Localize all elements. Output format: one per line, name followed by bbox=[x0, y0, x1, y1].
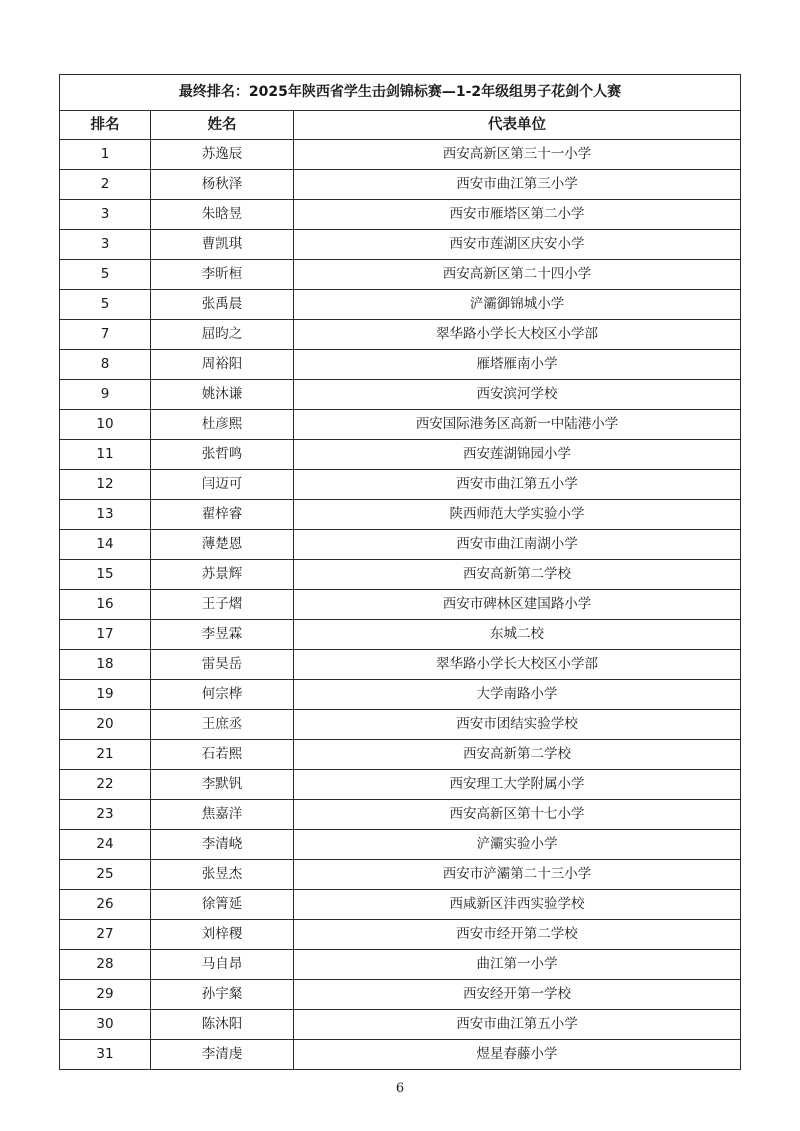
cell-name: 李默钒 bbox=[151, 770, 294, 800]
cell-name: 焦嘉洋 bbox=[151, 800, 294, 830]
cell-unit: 西安高新第二学校 bbox=[294, 740, 741, 770]
cell-name: 张禹晨 bbox=[151, 290, 294, 320]
cell-unit: 西安高新第二学校 bbox=[294, 560, 741, 590]
cell-name: 李昱霖 bbox=[151, 620, 294, 650]
cell-rank: 8 bbox=[60, 350, 151, 380]
cell-unit: 西安国际港务区高新一中陆港小学 bbox=[294, 410, 741, 440]
header-row bbox=[60, 111, 741, 140]
cell-name: 何宗桦 bbox=[151, 680, 294, 710]
column-header-rank: 排名 bbox=[60, 111, 151, 140]
table-title: 最终排名：2025年陕西省学生击剑锦标赛—1-2年级组男子花剑个人赛 bbox=[60, 75, 741, 111]
cell-name: 张哲鸣 bbox=[151, 440, 294, 470]
cell-unit: 雁塔雁南小学 bbox=[294, 350, 741, 380]
cell-unit: 西安市莲湖区庆安小学 bbox=[294, 230, 741, 260]
cell-rank: 26 bbox=[60, 890, 151, 920]
cell-name: 闫迈可 bbox=[151, 470, 294, 500]
cell-unit: 西安高新区第十七小学 bbox=[294, 800, 741, 830]
cell-name: 屈昀之 bbox=[151, 320, 294, 350]
cell-name: 李昕桓 bbox=[151, 260, 294, 290]
cell-unit: 西咸新区沣西实验学校 bbox=[294, 890, 741, 920]
table-row bbox=[60, 500, 741, 530]
cell-unit: 西安市经开第二学校 bbox=[294, 920, 741, 950]
table-row bbox=[60, 980, 741, 1010]
cell-name: 杜彦熙 bbox=[151, 410, 294, 440]
page-number: 6 bbox=[395, 1081, 405, 1096]
cell-unit: 西安滨河学校 bbox=[294, 380, 741, 410]
cell-name: 曹凯琪 bbox=[151, 230, 294, 260]
cell-name: 王庶丞 bbox=[151, 710, 294, 740]
table-row bbox=[60, 740, 741, 770]
table-row bbox=[60, 1010, 741, 1040]
table-row bbox=[60, 380, 741, 410]
cell-name: 李清虔 bbox=[151, 1040, 294, 1070]
cell-rank: 23 bbox=[60, 800, 151, 830]
table-row bbox=[60, 860, 741, 890]
cell-rank: 5 bbox=[60, 260, 151, 290]
table-row bbox=[60, 530, 741, 560]
table-body bbox=[60, 140, 741, 1070]
cell-name: 王子熠 bbox=[151, 590, 294, 620]
table-row bbox=[60, 680, 741, 710]
cell-unit: 西安经开第一学校 bbox=[294, 980, 741, 1010]
cell-name: 雷昊岳 bbox=[151, 650, 294, 680]
table-row bbox=[60, 290, 741, 320]
table-row bbox=[60, 950, 741, 980]
cell-name: 苏逸辰 bbox=[151, 140, 294, 170]
table-row bbox=[60, 200, 741, 230]
cell-rank: 22 bbox=[60, 770, 151, 800]
title-row bbox=[60, 75, 741, 111]
cell-name: 杨秋泽 bbox=[151, 170, 294, 200]
table-row bbox=[60, 800, 741, 830]
cell-rank: 16 bbox=[60, 590, 151, 620]
column-header-name: 姓名 bbox=[151, 111, 294, 140]
cell-rank: 5 bbox=[60, 290, 151, 320]
table-row bbox=[60, 320, 741, 350]
cell-name: 苏景辉 bbox=[151, 560, 294, 590]
cell-rank: 18 bbox=[60, 650, 151, 680]
cell-unit: 翠华路小学长大校区小学部 bbox=[294, 320, 741, 350]
cell-rank: 3 bbox=[60, 200, 151, 230]
cell-rank: 3 bbox=[60, 230, 151, 260]
cell-rank: 10 bbox=[60, 410, 151, 440]
cell-rank: 7 bbox=[60, 320, 151, 350]
cell-unit: 西安市曲江南湖小学 bbox=[294, 530, 741, 560]
cell-rank: 24 bbox=[60, 830, 151, 860]
cell-rank: 13 bbox=[60, 500, 151, 530]
table-row bbox=[60, 710, 741, 740]
cell-name: 徐箐延 bbox=[151, 890, 294, 920]
cell-rank: 9 bbox=[60, 380, 151, 410]
table-row bbox=[60, 140, 741, 170]
cell-name: 薄楚恩 bbox=[151, 530, 294, 560]
cell-rank: 17 bbox=[60, 620, 151, 650]
cell-name: 马自昂 bbox=[151, 950, 294, 980]
cell-unit: 西安高新区第二十四小学 bbox=[294, 260, 741, 290]
cell-unit: 西安莲湖锦园小学 bbox=[294, 440, 741, 470]
table-row bbox=[60, 620, 741, 650]
table-row bbox=[60, 410, 741, 440]
cell-name: 周裕阳 bbox=[151, 350, 294, 380]
cell-unit: 煜星春藤小学 bbox=[294, 1040, 741, 1070]
table-row bbox=[60, 770, 741, 800]
cell-rank: 30 bbox=[60, 1010, 151, 1040]
cell-name: 张昱杰 bbox=[151, 860, 294, 890]
table-row bbox=[60, 1040, 741, 1070]
cell-rank: 31 bbox=[60, 1040, 151, 1070]
cell-unit: 西安市曲江第五小学 bbox=[294, 1010, 741, 1040]
results-table bbox=[59, 74, 741, 1070]
cell-unit: 西安市碑林区建国路小学 bbox=[294, 590, 741, 620]
cell-rank: 14 bbox=[60, 530, 151, 560]
cell-name: 李清峣 bbox=[151, 830, 294, 860]
table-row bbox=[60, 650, 741, 680]
cell-unit: 浐灞实验小学 bbox=[294, 830, 741, 860]
cell-rank: 15 bbox=[60, 560, 151, 590]
cell-unit: 西安高新区第三十一小学 bbox=[294, 140, 741, 170]
cell-unit: 西安理工大学附属小学 bbox=[294, 770, 741, 800]
cell-rank: 25 bbox=[60, 860, 151, 890]
table-row bbox=[60, 920, 741, 950]
table-row bbox=[60, 260, 741, 290]
cell-rank: 29 bbox=[60, 980, 151, 1010]
cell-name: 姚沐谦 bbox=[151, 380, 294, 410]
cell-rank: 19 bbox=[60, 680, 151, 710]
cell-rank: 20 bbox=[60, 710, 151, 740]
cell-rank: 11 bbox=[60, 440, 151, 470]
cell-unit: 西安市曲江第五小学 bbox=[294, 470, 741, 500]
table-row bbox=[60, 890, 741, 920]
table-row bbox=[60, 470, 741, 500]
table-row bbox=[60, 230, 741, 260]
table-row bbox=[60, 830, 741, 860]
cell-rank: 28 bbox=[60, 950, 151, 980]
cell-rank: 2 bbox=[60, 170, 151, 200]
cell-name: 孙宇粲 bbox=[151, 980, 294, 1010]
cell-unit: 西安市团结实验学校 bbox=[294, 710, 741, 740]
cell-unit: 东城二校 bbox=[294, 620, 741, 650]
table-row bbox=[60, 560, 741, 590]
cell-unit: 西安市浐灞第二十三小学 bbox=[294, 860, 741, 890]
cell-name: 朱晗昱 bbox=[151, 200, 294, 230]
table-row bbox=[60, 170, 741, 200]
table-row bbox=[60, 590, 741, 620]
table-row bbox=[60, 440, 741, 470]
cell-unit: 陕西师范大学实验小学 bbox=[294, 500, 741, 530]
cell-rank: 1 bbox=[60, 140, 151, 170]
cell-unit: 浐灞御锦城小学 bbox=[294, 290, 741, 320]
cell-name: 翟梓睿 bbox=[151, 500, 294, 530]
cell-unit: 曲江第一小学 bbox=[294, 950, 741, 980]
cell-unit: 西安市雁塔区第二小学 bbox=[294, 200, 741, 230]
table-row bbox=[60, 350, 741, 380]
cell-rank: 12 bbox=[60, 470, 151, 500]
cell-name: 石若熙 bbox=[151, 740, 294, 770]
cell-rank: 27 bbox=[60, 920, 151, 950]
cell-unit: 翠华路小学长大校区小学部 bbox=[294, 650, 741, 680]
cell-name: 陈沐阳 bbox=[151, 1010, 294, 1040]
cell-name: 刘梓稷 bbox=[151, 920, 294, 950]
cell-unit: 大学南路小学 bbox=[294, 680, 741, 710]
cell-unit: 西安市曲江第三小学 bbox=[294, 170, 741, 200]
cell-rank: 21 bbox=[60, 740, 151, 770]
column-header-unit: 代表单位 bbox=[294, 111, 741, 140]
